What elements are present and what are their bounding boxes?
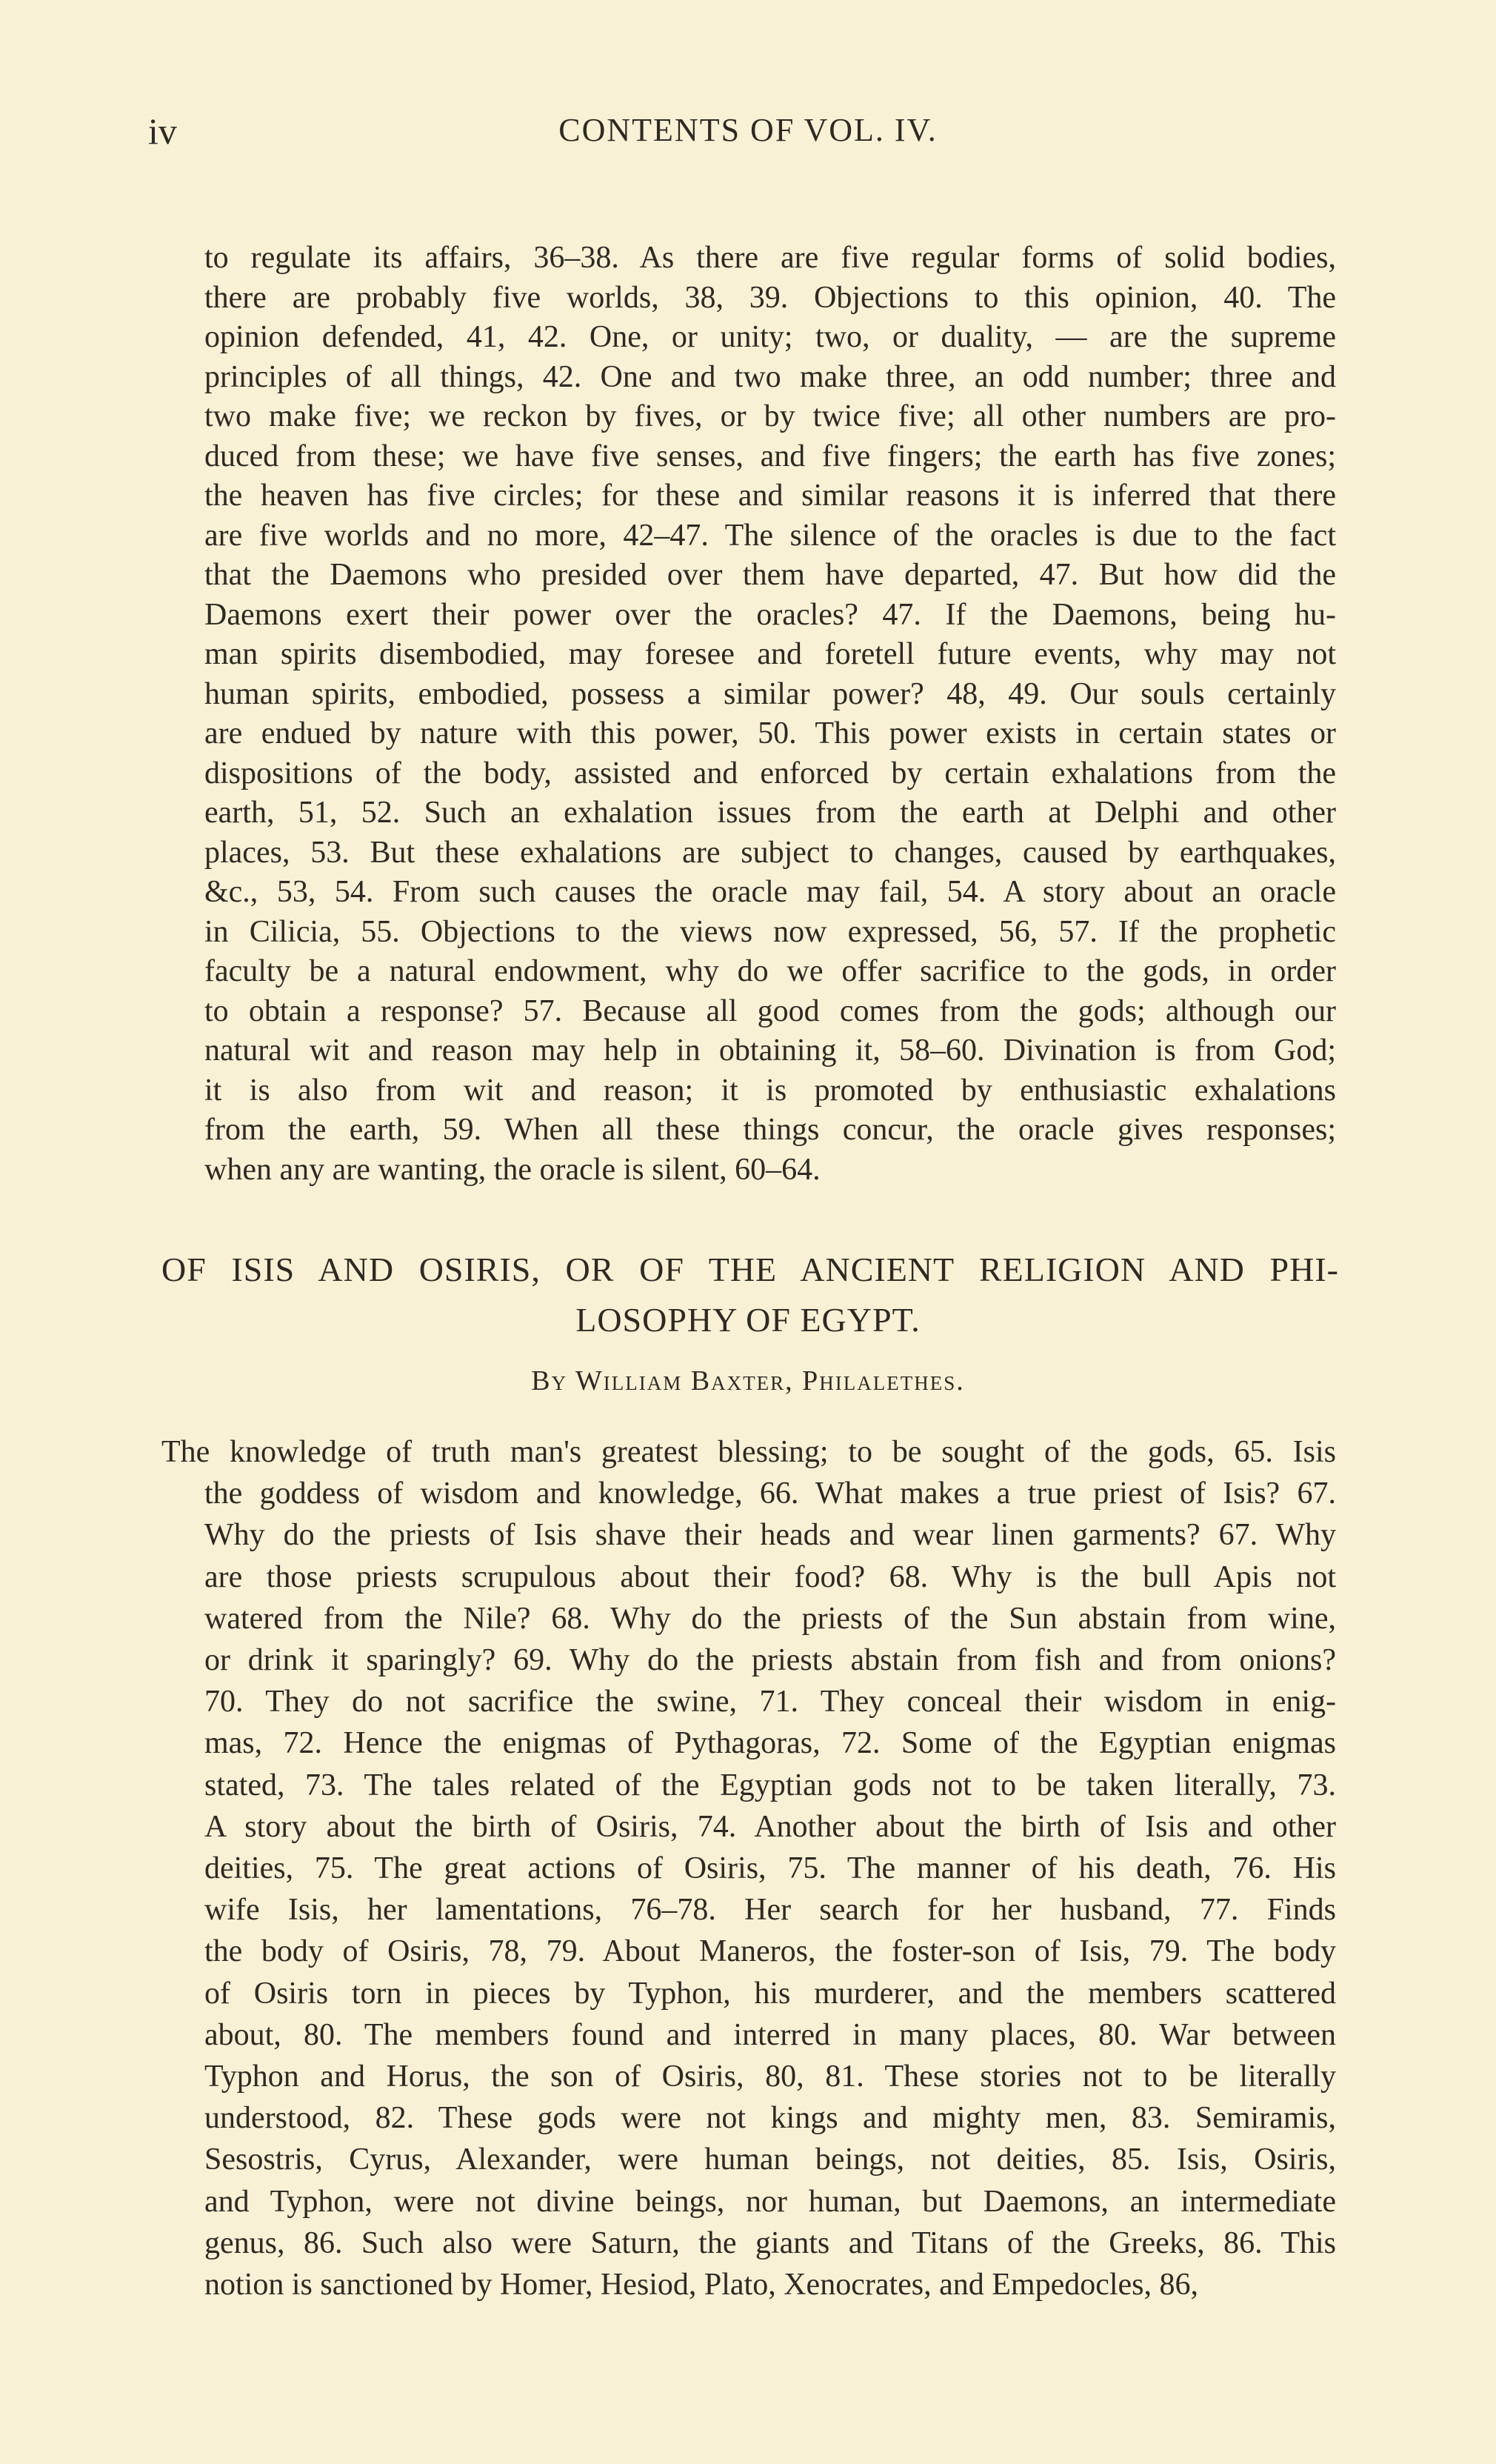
text-line: are those priests scrupulous about their food? 68. Why is the bull Apis not bbox=[204, 1559, 1336, 1594]
text-line: Sesostris, Cyrus, Alexander, were human beings, not deities, 85. Isis, Osiris, bbox=[204, 2142, 1336, 2177]
text-line: to regulate its affairs, 36–38. As there are five regular forms of solid bodies, bbox=[204, 241, 1336, 275]
text-line: mas, 72. Hence the enigmas of Pythagoras, 72. Some of the Egyptian enigmas bbox=[204, 1726, 1336, 1761]
text-line: The knowledge of truth man's greatest blessing; to be sought of the gods, 65. Isis bbox=[161, 1435, 1336, 1469]
text-line: A story about the birth of Osiris, 74. Another about the birth of Isis and other bbox=[204, 1809, 1336, 1844]
text-line: opinion defended, 41, 42. One, or unity; two, or duality, — are the supreme bbox=[204, 320, 1336, 354]
text-line: genus, 86. Such also were Saturn, the giants and Titans of the Greeks, 86. This bbox=[204, 2225, 1336, 2260]
text-line: are endued by nature with this power, 50. This power exists in certain states or bbox=[204, 716, 1336, 750]
text-line: two make five; we reckon by fives, or by twice five; all other numbers are pro- bbox=[204, 399, 1336, 433]
text-line: man spirits disembodied, may foresee and foretell future events, why may not bbox=[204, 637, 1336, 671]
text-line: earth, 51, 52. Such an exhalation issues from the earth at Delphi and other bbox=[204, 796, 1336, 830]
text-line: principles of all things, 42. One and two make three, an odd number; three and bbox=[204, 359, 1336, 394]
text-line: the goddess of wisdom and knowledge, 66. What makes a true priest of Isis? 67. bbox=[204, 1476, 1336, 1511]
text-line: Why do the priests of Isis shave their heads and wear linen garments? 67. Why bbox=[204, 1518, 1336, 1553]
text-line: from the earth, 59. When all these things concur, the oracle gives responses; bbox=[204, 1113, 1336, 1147]
text-line: places, 53. But these exhalations are subject to changes, caused by earthquakes, bbox=[204, 835, 1336, 870]
byline: By William Baxter, Philalethes. bbox=[531, 1365, 965, 1396]
contents-paragraph-1 bbox=[204, 239, 1336, 1190]
text-line: wife Isis, her lamentations, 76–78. Her search for her husband, 77. Finds bbox=[204, 1893, 1336, 1928]
section-title-line-2: LOSOPHY OF EGYPT. bbox=[575, 1301, 921, 1339]
text-line: deities, 75. The great actions of Osiris, 75. The manner of his death, 76. His bbox=[204, 1851, 1336, 1886]
text-line: there are probably five worlds, 38, 39. Objections to this opinion, 40. The bbox=[204, 280, 1336, 315]
text-line: and Typhon, were not divine beings, nor human, but Daemons, an intermediate bbox=[204, 2184, 1336, 2219]
text-line: notion is sanctioned by Homer, Hesiod, Plato, Xenocrates, and Empedocles, 86, bbox=[204, 2268, 1199, 2302]
text-line: to obtain a response? 57. Because all good comes from the gods; although our bbox=[204, 993, 1336, 1028]
text-line: stated, 73. The tales related of the Egyptian gods not to be taken literally, 73. bbox=[204, 1768, 1336, 1802]
text-line: faculty be a natural endowment, why do we offer sacrifice to the gods, in order bbox=[204, 954, 1336, 988]
text-line: the heaven has five circles; for these and similar reasons it is inferred that there bbox=[204, 479, 1336, 513]
section-title bbox=[0, 1245, 1496, 1345]
text-line: human spirits, embodied, possess a similar power? 48, 49. Our souls certainly bbox=[204, 676, 1336, 711]
text-line: about, 80. The members found and interred in many places, 80. War between bbox=[204, 2017, 1336, 2052]
text-line: &c., 53, 54. From such causes the oracle may fail, 54. A story about an oracle bbox=[204, 875, 1336, 909]
text-line: or drink it sparingly? 69. Why do the priests abstain from fish and from onions? bbox=[204, 1643, 1336, 1678]
text-line: the body of Osiris, 78, 79. About Maneros, the foster-son of Isis, 79. The body bbox=[204, 1934, 1336, 1969]
text-line: of Osiris torn in pieces by Typhon, his murderer, and the members scattered bbox=[204, 1976, 1336, 2011]
text-line: natural wit and reason may help in obtaining it, 58–60. Divination is from God; bbox=[204, 1033, 1336, 1068]
text-line: dispositions of the body, assisted and enforced by certain exhalations from the bbox=[204, 756, 1336, 790]
text-line: Typhon and Horus, the son of Osiris, 80, 81. These stories not to be literally bbox=[204, 2060, 1336, 2094]
contents-paragraph-2 bbox=[161, 1431, 1336, 2305]
text-line: it is also from wit and reason; it is promoted by enthusiastic exhalations bbox=[204, 1073, 1336, 1108]
running-head: CONTENTS OF VOL. IV. bbox=[558, 112, 938, 148]
text-line: Daemons exert their power over the oracles? 47. If the Daemons, being hu- bbox=[204, 597, 1336, 632]
text-line: are five worlds and no more, 42–47. The silence of the oracles is due to the fact bbox=[204, 518, 1336, 553]
page-number: iv bbox=[148, 110, 177, 152]
text-line: 70. They do not sacrifice the swine, 71. They conceal their wisdom in enig- bbox=[204, 1685, 1336, 1719]
text-line: watered from the Nile? 68. Why do the priests of the Sun abstain from wine, bbox=[204, 1601, 1336, 1636]
text-line: that the Daemons who presided over them have departed, 47. But how did the bbox=[204, 558, 1336, 592]
section-title-line-1: OF ISIS AND OSIRIS, OR OF THE ANCIENT RELIGION AND PHI- bbox=[161, 1251, 1339, 1288]
text-line: in Cilicia, 55. Objections to the views now expressed, 56, 57. If the prophetic bbox=[204, 914, 1336, 949]
text-line: when any are wanting, the oracle is silent, 60–64. bbox=[204, 1152, 821, 1187]
text-line: duced from these; we have five senses, and five fingers; the earth has five zones; bbox=[204, 439, 1336, 473]
text-line: understood, 82. These gods were not kings and mighty men, 83. Semiramis, bbox=[204, 2101, 1336, 2136]
